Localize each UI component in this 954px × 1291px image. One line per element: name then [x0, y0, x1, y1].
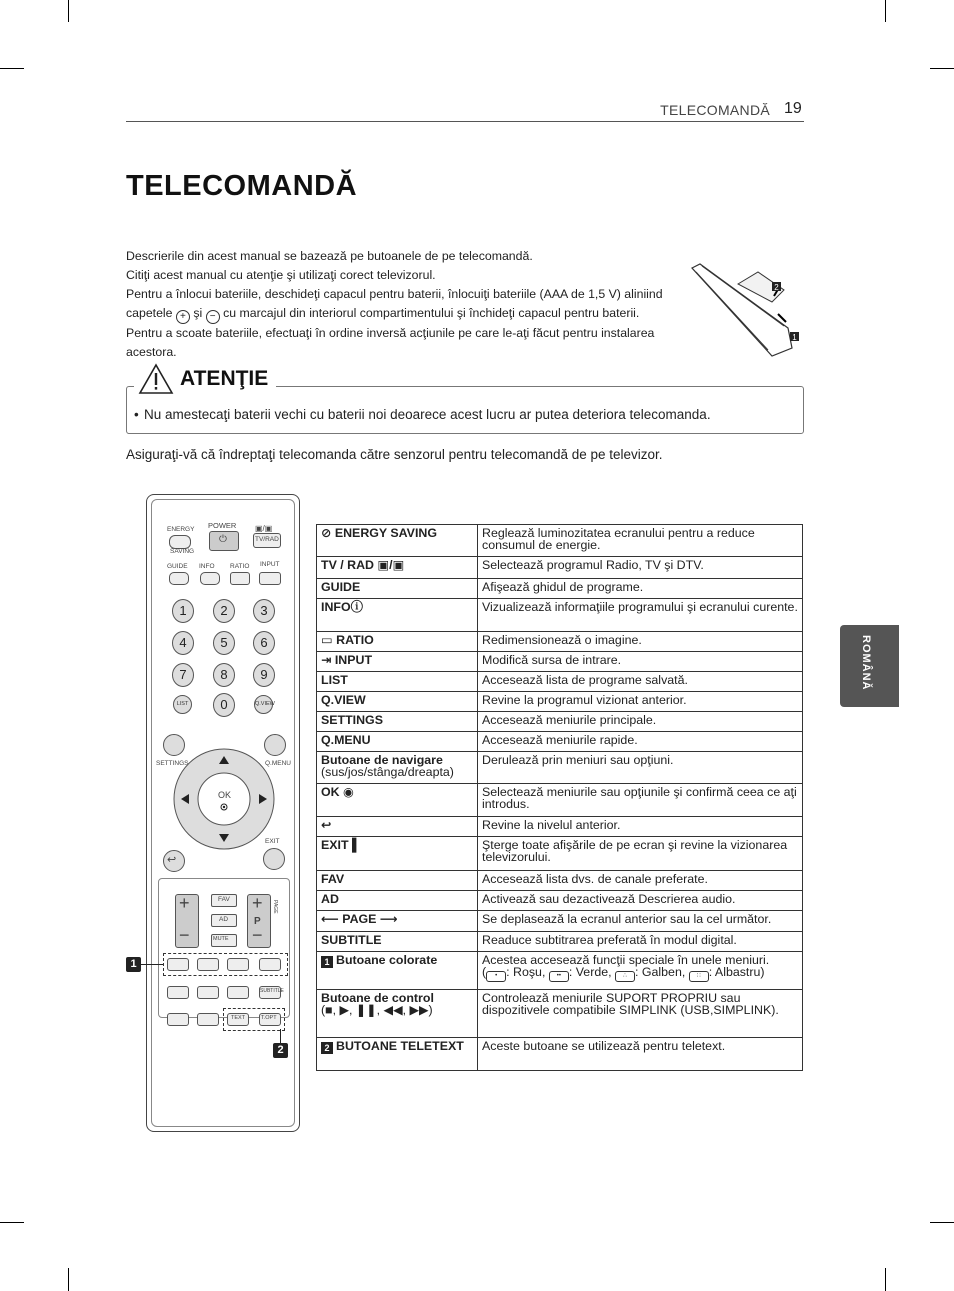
table-row — [317, 599, 803, 632]
table-value-text: Acestea accesează funcţii speciale în unele meniuri. — [482, 953, 770, 967]
table-key-text: PAGE — [342, 912, 377, 926]
table-row — [317, 579, 803, 599]
table-value: Controlează meniurile SUPORT PROPRIU sau dispozitivele compatibile SIMPLINK (USB,SIMPLINK). — [478, 990, 803, 1038]
digit-button-7: 7 — [172, 663, 194, 687]
remote-label-fav: FAV — [218, 896, 230, 903]
remote-label-settings: SETTINGS — [156, 760, 189, 767]
table-row — [317, 712, 803, 732]
red-button — [167, 958, 189, 971]
table-row — [317, 672, 803, 692]
table-row — [317, 784, 803, 817]
table-value: Şterge toate afişările de pe ecran şi revine la vizionarea televizorului. — [478, 837, 803, 871]
table-value: Selectează programul Radio, TV şi DTV. — [478, 557, 803, 579]
digit-button-4: 4 — [172, 631, 194, 655]
table-key — [317, 752, 478, 784]
pause-button — [227, 986, 249, 999]
table-value — [478, 952, 803, 990]
table-row — [317, 952, 803, 990]
exit-icon: ▌ — [352, 838, 361, 852]
digit-button-5: 5 — [213, 631, 235, 655]
digit-button-9: 9 — [253, 663, 275, 687]
remote-label-p: P — [254, 916, 261, 927]
remote-label-input: INPUT — [260, 561, 280, 568]
table-row — [317, 632, 803, 652]
remote-label-mute: MUTE — [213, 936, 229, 942]
table-key — [317, 525, 478, 557]
table-key-text: BUTOANE TELETEXT — [336, 1039, 464, 1053]
intro-line-part: cu marcajul din interiorul compartimentului şi închideţi capacul pentru baterii. — [223, 306, 640, 320]
tv-radio-icon: ▣/▣ — [377, 558, 405, 572]
ok-icon: ◉ — [343, 785, 354, 799]
crop-mark — [68, 0, 69, 22]
table-value: Activează sau dezactivează Descrierea audio. — [478, 891, 803, 911]
table-row — [317, 652, 803, 672]
remote-label-ratio: RATIO — [230, 563, 250, 570]
intro-line: acestora. — [126, 345, 177, 359]
remote-label-saving: SAVING — [170, 548, 195, 555]
program-up-icon: + — [252, 893, 263, 913]
battery-cover-illustration — [688, 262, 806, 358]
table-value-text: : Galben, — [635, 965, 689, 979]
remote-label-ad: AD — [219, 916, 229, 923]
rewind-button — [167, 1013, 189, 1026]
remote-label-qmenu: Q.MENU — [265, 760, 291, 767]
table-key-text: RATIO — [336, 633, 374, 647]
table-value: Aceste butoane se utilizează pentru teletext. — [478, 1038, 803, 1071]
figure-callout-1: 1 — [792, 333, 797, 342]
table-value: Accesează meniurile principale. — [478, 712, 803, 732]
table-key — [317, 557, 478, 579]
caution-text: Nu amestecaţi baterii vechi cu baterii noi deoarece acest lucru ar putea deteriora telecomanda. — [144, 407, 711, 422]
energy-saving-icon: ⊘ — [321, 526, 332, 540]
crop-mark — [0, 1222, 24, 1223]
digit-button-0: 0 — [213, 693, 235, 717]
table-value: Accesează meniurile rapide. — [478, 732, 803, 752]
control-icons: (■, ▶, ❚❚, ◀◀, ▶▶) — [321, 1003, 433, 1017]
yellow-button — [227, 958, 249, 971]
caution-heading — [134, 362, 276, 396]
remote-label-text: TEXT — [231, 1015, 246, 1021]
table-row — [317, 911, 803, 932]
bullet: • — [134, 407, 139, 422]
table-row — [317, 525, 803, 557]
table-key — [317, 952, 478, 990]
remote-label-guide: GUIDE — [167, 563, 188, 570]
digit-button-3: 3 — [253, 599, 275, 623]
remote-label-power: POWER — [208, 521, 237, 530]
remote-label-tvrad: TV/RAD — [255, 536, 279, 543]
table-value: Revine la nivelul anterior. — [478, 817, 803, 837]
table-row — [317, 817, 803, 837]
table-key: SUBTITLE — [317, 932, 478, 952]
table-key: SETTINGS — [317, 712, 478, 732]
stop-button — [167, 986, 189, 999]
caution-item — [134, 407, 711, 422]
header-rule — [126, 121, 804, 122]
table-value: Vizualizează informaţiile programului şi ecranului curente. — [478, 599, 803, 632]
table-key — [317, 652, 478, 672]
info-button — [200, 572, 220, 585]
remote-functions-table — [316, 524, 803, 1071]
table-row — [317, 752, 803, 784]
ratio-button — [230, 572, 250, 585]
table-row — [317, 891, 803, 911]
caution-title: ATENŢIE — [180, 367, 269, 390]
table-row — [317, 557, 803, 579]
table-row — [317, 692, 803, 712]
table-key — [317, 911, 478, 932]
table-key: AD — [317, 891, 478, 911]
callout-1-line — [141, 964, 163, 965]
callout-1: 1 — [126, 957, 141, 972]
digit-button-2: 2 — [213, 599, 235, 623]
running-header: TELECOMANDĂ — [660, 102, 770, 118]
table-key-text: EXIT — [321, 838, 349, 852]
table-key-subtext: (sus/jos/stânga/dreapta) — [321, 765, 454, 779]
plus-terminal-icon: + — [176, 310, 190, 324]
figure-callout-2: 2 — [774, 283, 779, 292]
table-key: GUIDE — [317, 579, 478, 599]
table-value-text: : Roşu, — [506, 965, 549, 979]
table-value: Accesează lista dvs. de canale preferate. — [478, 871, 803, 891]
table-key — [317, 784, 478, 817]
crop-mark — [930, 68, 954, 69]
table-key-text: Butoane de control — [321, 991, 434, 1005]
table-key — [317, 632, 478, 652]
crop-mark — [0, 68, 24, 69]
back-arrow-icon: ↩ — [167, 854, 177, 866]
power-icon: ⏻ — [219, 534, 227, 545]
digit-button-6: 6 — [253, 631, 275, 655]
crop-mark — [68, 1268, 69, 1291]
crop-mark — [930, 1222, 954, 1223]
page-right-icon: ⟶ — [379, 912, 398, 926]
table-key — [317, 599, 478, 632]
digit-button-8: 8 — [213, 663, 235, 687]
ratio-icon: ▭ — [321, 633, 333, 647]
table-key-text: TV / RAD — [321, 558, 375, 572]
minus-terminal-icon: − — [206, 310, 220, 324]
green-button — [197, 958, 219, 971]
intro-text — [126, 247, 671, 362]
intro-line-part: capetele — [126, 306, 173, 320]
blue-button — [259, 958, 281, 971]
language-label: ROMÂNĂ — [860, 635, 872, 691]
table-value: Revine la programul vizionat anterior. — [478, 692, 803, 712]
table-key: Q.MENU — [317, 732, 478, 752]
language-tab — [840, 625, 899, 707]
table-value: Modifică sursa de intrare. — [478, 652, 803, 672]
table-key-text: Butoane de navigare — [321, 753, 443, 767]
table-value: Derulează prin meniuri sau opţiuni. — [478, 752, 803, 784]
remote-label-subtitle: SUBTITLE — [260, 988, 284, 994]
table-key — [317, 817, 478, 837]
digit-button-1: 1 — [172, 599, 194, 623]
energy-saving-button — [169, 535, 191, 549]
table-value: Accesează lista de programe salvată. — [478, 672, 803, 692]
table-key-text: ENERGY SAVING — [334, 526, 437, 540]
guide-button — [169, 572, 189, 585]
volume-up-icon: + — [179, 893, 190, 913]
remote-label-page: PAGE — [272, 900, 278, 914]
table-value-text: : Albastru) — [708, 965, 765, 979]
table-key-text: INPUT — [334, 653, 373, 667]
callout-2-line — [280, 1029, 281, 1043]
table-row — [317, 932, 803, 952]
remote-label-energy: ENERGY — [167, 526, 195, 533]
red-button-icon: • — [486, 971, 506, 982]
list-button: LIST — [173, 695, 192, 714]
table-key: LIST — [317, 672, 478, 692]
fast-forward-button — [197, 1013, 219, 1026]
intro-line: Descrierile din acest manual se bazează pe butoanele de pe telecomandă. — [126, 249, 533, 263]
table-value: Redimensionează o imagine. — [478, 632, 803, 652]
ok-button-label: OK — [218, 790, 232, 800]
qview-button: Q.VIEW — [254, 695, 273, 714]
callout-badge-2: 2 — [321, 1042, 333, 1054]
info-icon: ⓘ — [350, 600, 363, 614]
table-value: Reglează luminozitatea ecranului pentru a reduce consumul de energie. — [478, 525, 803, 557]
exit-button — [263, 848, 285, 870]
table-row — [317, 871, 803, 891]
input-button — [259, 572, 281, 585]
remote-label-exit: EXIT — [265, 838, 280, 845]
table-key: FAV — [317, 871, 478, 891]
table-row — [317, 837, 803, 871]
callout-badge-1: 1 — [321, 956, 333, 968]
aim-instruction: Asiguraţi-vă că îndreptaţi telecomanda către senzorul pentru telecomandă de pe televizor. — [126, 447, 663, 462]
table-value-text: ( — [482, 965, 487, 979]
table-value-text: : Verde, — [568, 965, 615, 979]
input-icon: ⇥ — [321, 653, 332, 667]
volume-down-icon: − — [179, 925, 190, 945]
table-key — [317, 837, 478, 871]
intro-line: Pentru a înlocui bateriile, deschideţi capacul pentru baterii, înlocuiţi bateriile (AAA de 1,5 V) aliniind — [126, 287, 663, 301]
table-key — [317, 1038, 478, 1071]
table-key-text: Butoane colorate — [336, 953, 438, 967]
intro-line-part: şi — [193, 306, 203, 320]
table-value: Readuce subtitrarea preferată în modul digital. — [478, 932, 803, 952]
page-number: 19 — [784, 100, 802, 117]
table-row — [317, 990, 803, 1038]
table-value: Selectează meniurile sau opţiunile şi confirmă ceea ce aţi introdus. — [478, 784, 803, 817]
table-key-text: INFO — [321, 600, 351, 614]
table-value: Afişează ghidul de programe. — [478, 579, 803, 599]
table-key — [317, 990, 478, 1038]
blue-button-icon: ∷ — [689, 971, 709, 982]
table-row — [317, 732, 803, 752]
page-left-icon: ⟵ — [321, 912, 339, 926]
tv-radio-icon: ▣/▣ — [255, 524, 273, 533]
crop-mark — [885, 1268, 886, 1291]
table-value: Se deplasează la ecranul anterior sau la cel următor. — [478, 911, 803, 932]
remote-label-topt: T.OPT — [261, 1015, 277, 1021]
yellow-button-icon: ∴ — [615, 971, 635, 982]
page-title: TELECOMANDĂ — [126, 170, 358, 202]
warning-triangle-icon — [138, 363, 174, 395]
remote-label-info: INFO — [199, 563, 215, 570]
intro-line: Citiţi acest manual cu atenţie şi utilizaţi corect televizorul. — [126, 268, 436, 282]
table-key-text: OK — [321, 785, 340, 799]
intro-line — [126, 304, 671, 324]
table-key: Q.VIEW — [317, 692, 478, 712]
back-arrow-icon: ↩ — [321, 818, 332, 832]
green-button-icon: •• — [549, 971, 569, 982]
intro-line: Pentru a scoate bateriile, efectuaţi în ordine inversă acţiunile pe care le-aţi făcut pentru instalarea — [126, 326, 655, 340]
program-down-icon: − — [252, 925, 263, 945]
crop-mark — [885, 0, 886, 22]
table-row — [317, 1038, 803, 1071]
play-button — [197, 986, 219, 999]
callout-2: 2 — [273, 1043, 288, 1058]
